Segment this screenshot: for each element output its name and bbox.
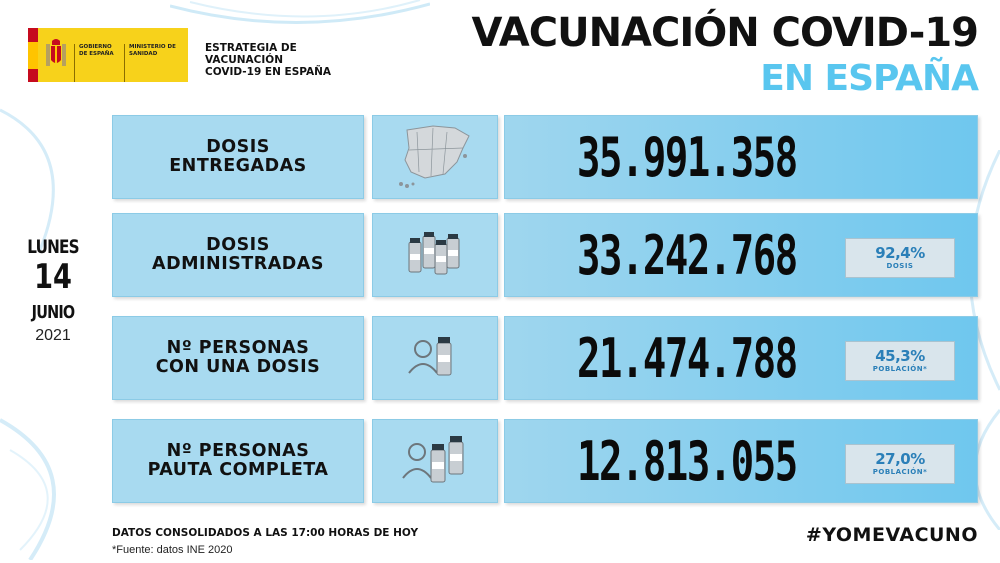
percentage-badge xyxy=(845,238,955,278)
percentage-label: POBLACIÓN* xyxy=(872,365,928,373)
stat-row-doses-administered xyxy=(112,213,978,297)
date-month: JUNIO xyxy=(31,302,75,323)
spain-map-icon xyxy=(372,115,498,199)
stat-label: DOSIS ENTREGADAS xyxy=(112,115,364,199)
stat-value-cell xyxy=(504,115,978,199)
ministry-text: MINISTERIO DE SANIDAD xyxy=(124,44,186,82)
date-weekday: LUNES xyxy=(27,236,79,258)
date-year: 2021 xyxy=(35,327,71,344)
percentage-badge xyxy=(845,341,955,381)
footer-source: *Fuente: datos INE 2020 xyxy=(112,544,233,556)
brush-stroke-top-decoration xyxy=(170,0,430,40)
spain-flag-strip xyxy=(28,28,38,82)
percentage-badge xyxy=(845,444,955,484)
government-logo xyxy=(28,28,188,82)
report-date xyxy=(18,236,88,345)
stat-value-cell xyxy=(504,419,978,503)
percentage-label: DOSIS xyxy=(886,262,914,270)
page-subtitle: EN ESPAÑA xyxy=(760,58,978,99)
page-title: VACUNACIÓN COVID-19 xyxy=(471,10,978,56)
stat-value: 12.813.055 xyxy=(577,430,797,493)
person-vial-icon xyxy=(372,316,498,400)
stat-row-one-dose xyxy=(112,316,978,400)
percentage-value: 45,3% xyxy=(875,347,925,365)
stat-value: 33.242.768 xyxy=(577,224,797,287)
gov-text: GOBIERNO DE ESPAÑA xyxy=(74,44,124,82)
percentage-value: 92,4% xyxy=(875,244,925,262)
strategy-title: ESTRATEGIA DE VACUNACIÓN COVID-19 EN ESPAÑA xyxy=(205,42,332,78)
coat-of-arms-icon xyxy=(38,28,74,82)
stat-row-doses-delivered xyxy=(112,115,978,199)
stat-row-full-schedule xyxy=(112,419,978,503)
stat-value: 21.474.788 xyxy=(577,327,797,390)
stat-value-cell xyxy=(504,213,978,297)
hashtag: #YOMEVACUNO xyxy=(805,524,978,546)
footer-note: DATOS CONSOLIDADOS A LAS 17:00 HORAS DE HOY xyxy=(112,527,419,539)
stat-label: Nº PERSONAS PAUTA COMPLETA xyxy=(112,419,364,503)
stat-value: 35.991.358 xyxy=(577,126,797,189)
date-day: 14 xyxy=(34,257,72,297)
vaccine-vials-icon xyxy=(372,213,498,297)
stat-label: DOSIS ADMINISTRADAS xyxy=(112,213,364,297)
stat-value-cell xyxy=(504,316,978,400)
person-two-vials-icon xyxy=(372,419,498,503)
percentage-label: POBLACIÓN* xyxy=(872,468,928,476)
percentage-value: 27,0% xyxy=(875,450,925,468)
stat-label: Nº PERSONAS CON UNA DOSIS xyxy=(112,316,364,400)
